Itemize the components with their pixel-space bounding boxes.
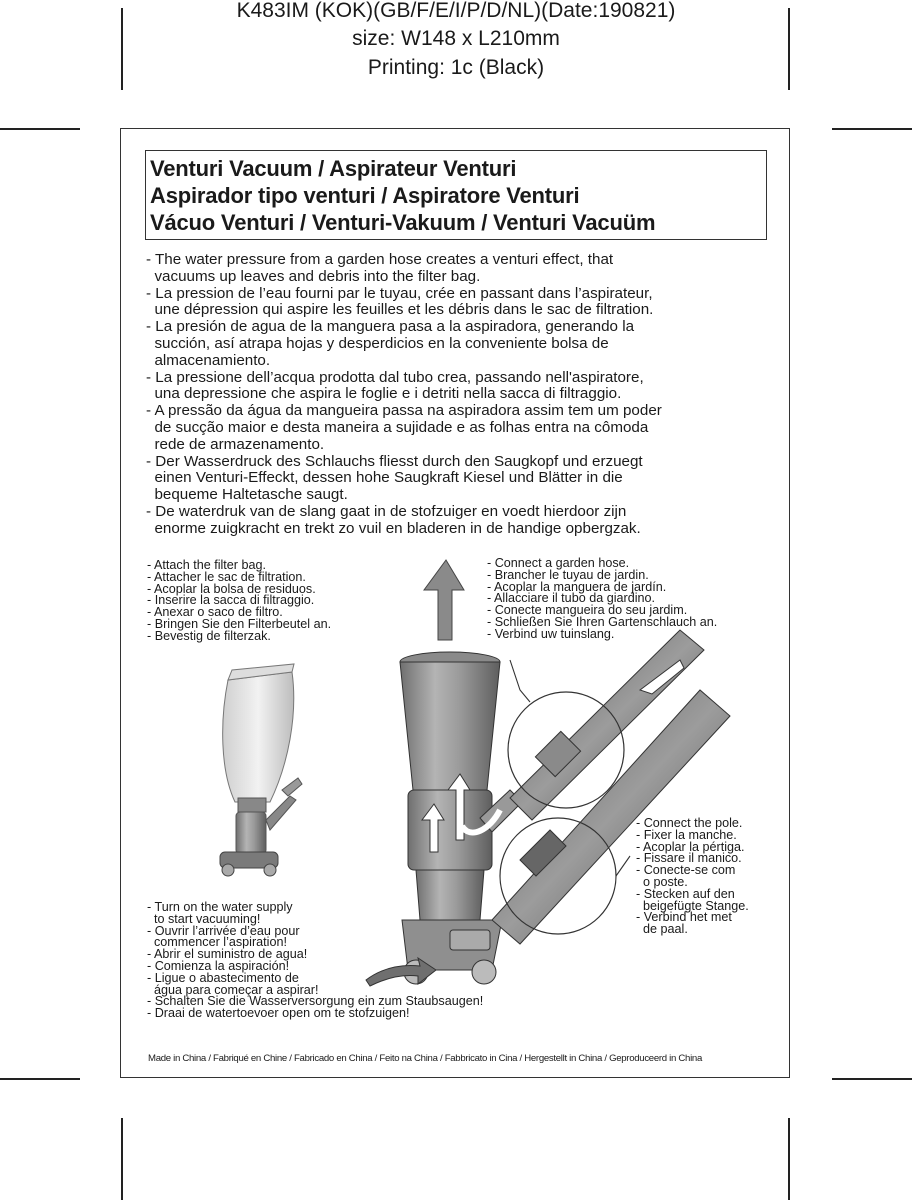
crop-mark-top-right-horizontal — [832, 128, 912, 130]
pole-callout-line — [616, 856, 630, 876]
title-line-1: Venturi Vacuum / Aspirateur Venturi — [150, 156, 517, 181]
made-in-footer: Made in China / Fabriqué en Chine / Fabricado en China / Feito na China / Fabbricato in Cina / Hergestellt in China / Geproduceerd in China — [148, 1053, 702, 1064]
small-vacuum-with-bag — [220, 664, 302, 876]
hose-callout-line — [510, 660, 530, 702]
crop-mark-bottom-right-horizontal — [832, 1078, 912, 1080]
step-connect-pole: - Connect the pole. - Fixer la manche. - Acoplar la pértiga. - Fissare il manico. - Conecte-se com o poste. - Stecken auf den beigefügte Stange. - Verbind het met de paal. — [636, 816, 749, 937]
crop-mark-bottom-right-vertical — [788, 1118, 790, 1200]
intro-paragraph-es: - La presión de agua de la manguera pasa a la aspiradora, generando la succión, así atrapa hojas y desperdicios en la conveniente bolsa de almacenamiento. — [146, 318, 635, 369]
intro-paragraph-en: - The water pressure from a garden hose creates a venturi effect, that vacuums up leaves and debris into the filter bag. — [146, 251, 614, 285]
header-line-2: size: W148 x L210mm — [352, 27, 560, 50]
intro-paragraph-pt: - A pressão da água da mangueira passa na aspiradora assim tem um poder de sucção maior e desta maneira a sujidade e as folhas entra na cômoda rede de armazenamento. — [146, 402, 662, 453]
title-line-3: Vácuo Venturi / Venturi-Vakuum / Venturi Vacuüm — [150, 210, 656, 235]
intro-paragraph-it: - La pressione dell’acqua prodotta dal tubo crea, passando nell'aspiratore, una depressione che aspira le foglie e i detriti nella sacca di filtraggio. — [146, 368, 644, 403]
crop-mark-top-left-horizontal — [0, 128, 80, 130]
step-connect-garden-hose: - Connect a garden hose. - Brancher le tuyau de jardin. - Acoplar la manguera de jardín. - Allacciare il tubo da giardino. - Conecte mangueira do seu jardim. - Schließen Sie Ihren Gartenschlauch an. - Verbind uw tuinslang. — [487, 556, 718, 641]
crop-mark-top-right-vertical — [788, 8, 790, 90]
crop-mark-bottom-left-vertical — [121, 1118, 123, 1200]
title-box — [145, 150, 767, 240]
step-attach-filter-bag: - Attach the filter bag. - Attacher le sac de filtration. - Acoplar la bolsa de residuos. - Inserire la sacca di filtraggio. - Anexar o saco de filtro. - Bringen Sie den Filterbeutel an. - Bevestig de filterzak. — [147, 558, 332, 643]
title-line-2: Aspirador tipo venturi / Aspiratore Venturi — [150, 183, 580, 208]
header-line-3: Printing: 1c (Black) — [367, 56, 545, 79]
intro-paragraph-nl: - De waterdruk van de slang gaat in de stofzuiger en voedt hierdoor zijn enorme zuigkracht en trekt zo vuil en bladeren in de handige opbergzak. — [146, 502, 641, 537]
exhaust-arrow-up — [424, 560, 464, 640]
step-turn-on-water: - Turn on the water supply to start vacuuming! - Ouvrir l’arrivée d’eau pour commencer l’aspiration! - Abrir el suministro de agua! - Comienza la aspiración! - Ligue o abastecimento de água para começar a aspirar! - Schalten Sie die Wasserversorgung ein zum Staubsaugen! - Draai de watertoevoer open om te stofzuigen! — [147, 900, 484, 1021]
intro-text — [146, 252, 776, 538]
header-line-1: K483IM (KOK)(GB/F/E/I/P/D/NL)(Date:190821) — [236, 0, 676, 22]
intro-paragraph-de: - Der Wasserdruck des Schlauchs fliesst durch den Saugkopf und erzuegt einen Venturi-Effeckt, dessen hohe Saugkraft Kiesel und Blätter in die bequeme Haltetasche saugt. — [146, 452, 643, 504]
crop-mark-top-left-vertical — [121, 8, 123, 90]
crop-mark-bottom-left-horizontal — [0, 1078, 80, 1080]
intro-paragraph-fr: - La pression de l’eau fourni par le tuyau, crée en passant dans l’aspirateur, une dépression qui aspire les feuilles et les débris dans le sac de filtration. — [146, 284, 654, 319]
